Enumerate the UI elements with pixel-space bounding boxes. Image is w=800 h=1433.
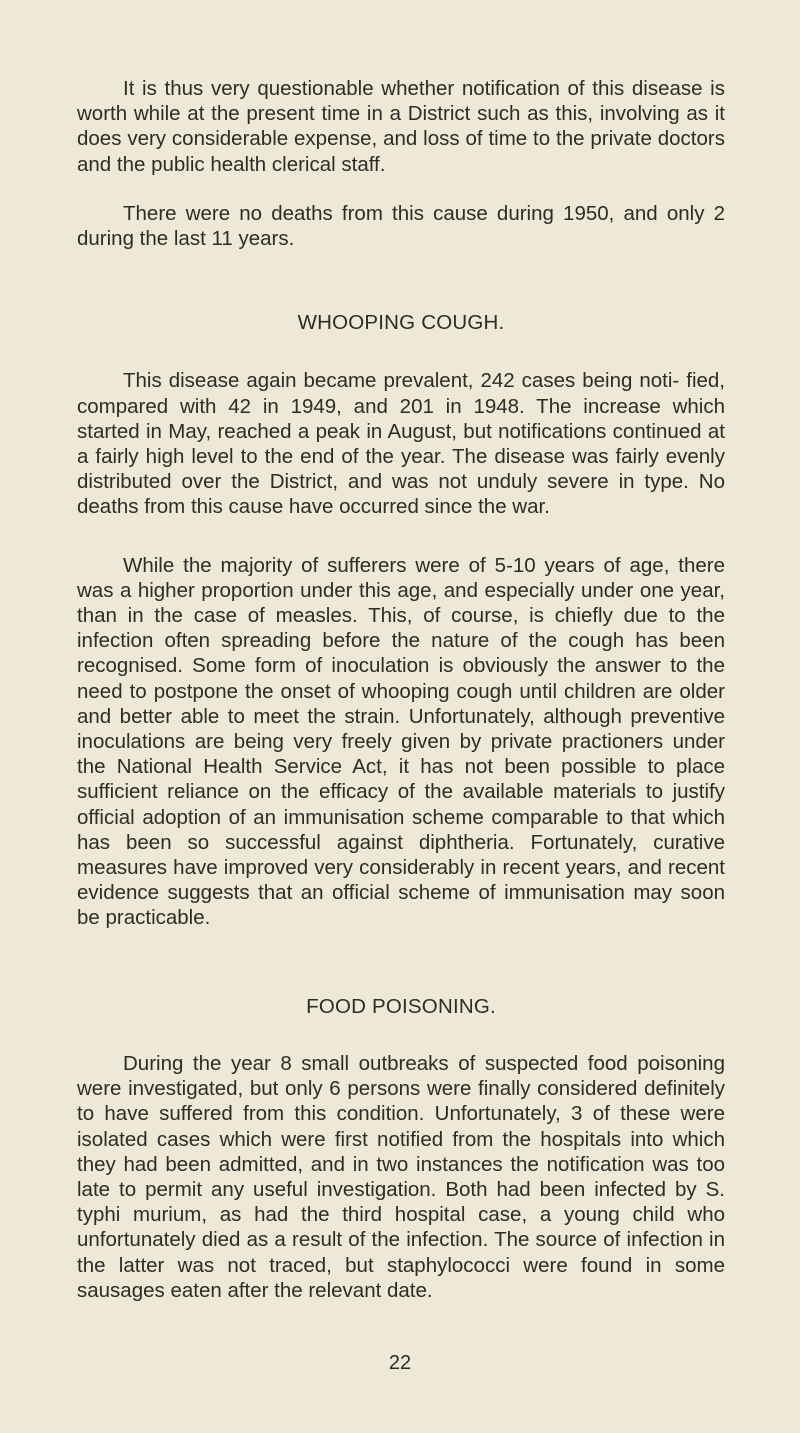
heading-food-poisoning: FOOD POISONING. <box>306 994 496 1018</box>
paragraph-notification-cost: It is thus very questionable whether notification of this disease is worth while at the present time in a District such as this, involving as it does very considerable expense, and loss of time to the private doctors and the public health clerical staff. <box>77 77 725 176</box>
paragraph-whooping-cough-inoculation: While the majority of sufferers were of 5-10 years of age, there was a higher proportion under this age, and especially under one year, than in the case of measles. This, of course, is chiefly due to the infection often spreading before the nature of the cough has been recognised. Some form of inoculation is obviously the answer to the need to postpone the onset of whooping cough until children are older and better able to meet the strain. Unfortunately, although preventive inoculations are being very freely given by private practioners under the National Health Service Act, it has not been possible to place sufficient reliance on the efficacy of the available materials to justify official adoption of an immunisation scheme comparable to that which has been so successful against diphtheria. Fortunately, curative measures have improved very considerably in recent years, and recent evidence suggests that an official scheme of immunisation may soon be practicable. <box>77 553 725 930</box>
page-number: 22 <box>388 1352 412 1374</box>
heading-whooping-cough: WHOOPING COUGH. <box>297 311 505 335</box>
paragraph-whooping-cough-prevalence: This disease again became prevalent, 242 cases being noti- fied, compared with 42 in 1949, and 201 in 1948. The increase which started in May, reached a peak in August, but notifications continued at a fairly high level to the end of the year. The disease was fairly evenly distributed over the District, and was not unduly severe in type. No deaths from this cause have occurred since the war. <box>77 369 725 519</box>
paragraph-deaths: There were no deaths from this cause during 1950, and only 2 during the last 11 years. <box>77 201 725 251</box>
paragraph-food-poisoning: During the year 8 small outbreaks of suspected food poisoning were investigated, but only 6 persons were finally considered definitely to have suffered from this condition. Unfortunately, 3 of these were isolated cases which were first notified from the hospitals into which they had been admitted, and in two instances the notification was too late to permit any useful investigation. Both had been infected by S. typhi murium, as had the third hospital case, a young child who unfortunately died as a result of the infection. The source of infection in the latter was not traced, but staphylococci were found in some sausages eaten after the relevant date. <box>77 1051 725 1302</box>
page-body <box>77 76 725 1303</box>
